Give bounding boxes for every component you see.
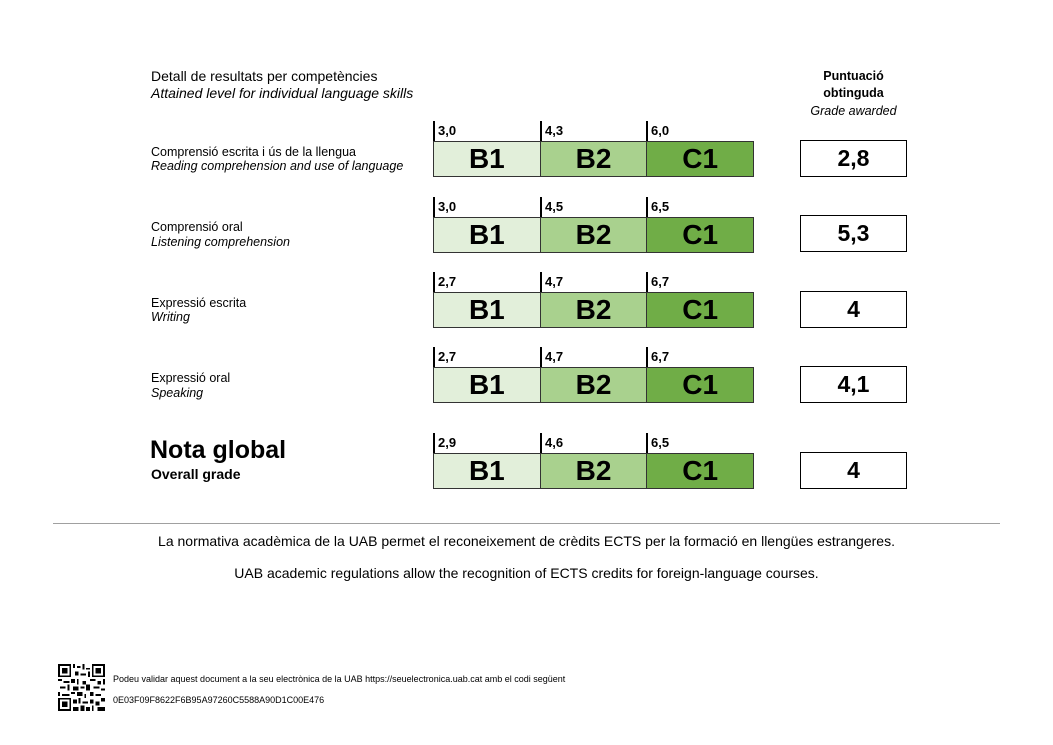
qr-code-icon — [58, 664, 105, 711]
divider — [53, 523, 1000, 524]
skill-score: 2,8 — [800, 140, 907, 177]
skill-score: 5,3 — [800, 215, 907, 252]
level-c1: C1 — [647, 368, 753, 402]
threshold-b2: 4,3 — [545, 123, 564, 138]
skill-name-ca: Comprensió escrita i ús de la llengua — [151, 145, 356, 159]
global-grade-title: Nota global — [150, 436, 287, 464]
level-b2: B2 — [541, 368, 648, 402]
score-column-title: Puntuació obtinguda — [823, 69, 884, 100]
skill-name-en: Speaking — [151, 386, 204, 400]
threshold-c1: 6,5 — [651, 199, 670, 214]
note-ca: La normativa acadèmica de la UAB permet el reconeixement de crèdits ECTS per la formació en llengües estrangeres. — [158, 533, 895, 549]
level-b1: B1 — [434, 142, 541, 176]
threshold-b2: 4,6 — [545, 435, 564, 450]
level-c1: C1 — [647, 454, 753, 488]
threshold-b2: 4,7 — [545, 349, 564, 364]
threshold-b1: 2,9 — [438, 435, 457, 450]
level-scale — [433, 347, 754, 403]
level-b1: B1 — [434, 368, 541, 402]
validation-code: 0E03F09F8622F6B95A97260C5588A90D1C00E476 — [113, 695, 325, 705]
level-c1: C1 — [647, 293, 753, 327]
threshold-c1: 6,7 — [651, 349, 670, 364]
threshold-b1: 2,7 — [438, 349, 457, 364]
global-score: 4 — [800, 452, 907, 489]
level-b2: B2 — [541, 142, 648, 176]
threshold-b2: 4,5 — [545, 199, 564, 214]
level-b1: B1 — [434, 218, 541, 252]
skill-name-ca: Expressió oral — [151, 371, 231, 385]
threshold-c1: 6,5 — [651, 435, 670, 450]
skill-score: 4,1 — [800, 366, 907, 403]
level-scale-global — [433, 433, 754, 489]
threshold-c1: 6,7 — [651, 274, 670, 289]
threshold-b2: 4,7 — [545, 274, 564, 289]
level-scale — [433, 272, 754, 328]
threshold-b1: 3,0 — [438, 199, 457, 214]
level-b1: B1 — [434, 454, 541, 488]
global-grade-subtitle: Overall grade — [151, 466, 241, 482]
level-c1: C1 — [647, 218, 753, 252]
section-title-ca: Detall de resultats per competències — [151, 68, 378, 84]
skill-name-en: Writing — [151, 310, 190, 324]
skill-name-ca: Expressió escrita — [151, 296, 247, 310]
level-scale — [433, 121, 754, 177]
threshold-c1: 6,0 — [651, 123, 670, 138]
level-b2: B2 — [541, 454, 648, 488]
skill-name-ca: Comprensió oral — [151, 220, 243, 234]
level-b2: B2 — [541, 293, 648, 327]
level-c1: C1 — [647, 142, 753, 176]
skill-name-en: Listening comprehension — [151, 235, 290, 249]
threshold-b1: 2,7 — [438, 274, 457, 289]
threshold-b1: 3,0 — [438, 123, 457, 138]
skill-score: 4 — [800, 291, 907, 328]
score-column-subtitle: Grade awarded — [810, 104, 897, 118]
skill-name-en: Reading comprehension and use of language — [151, 159, 404, 173]
validation-text: Podeu validar aquest document a la seu electrònica de la UAB https://seuelectronica.uab.cat amb el codi següent — [113, 674, 566, 684]
level-b1: B1 — [434, 293, 541, 327]
level-scale — [433, 197, 754, 253]
note-en: UAB academic regulations allow the recognition of ECTS credits for foreign-language courses. — [234, 565, 819, 581]
level-b2: B2 — [541, 218, 648, 252]
section-title-en: Attained level for individual language skills — [151, 85, 414, 101]
